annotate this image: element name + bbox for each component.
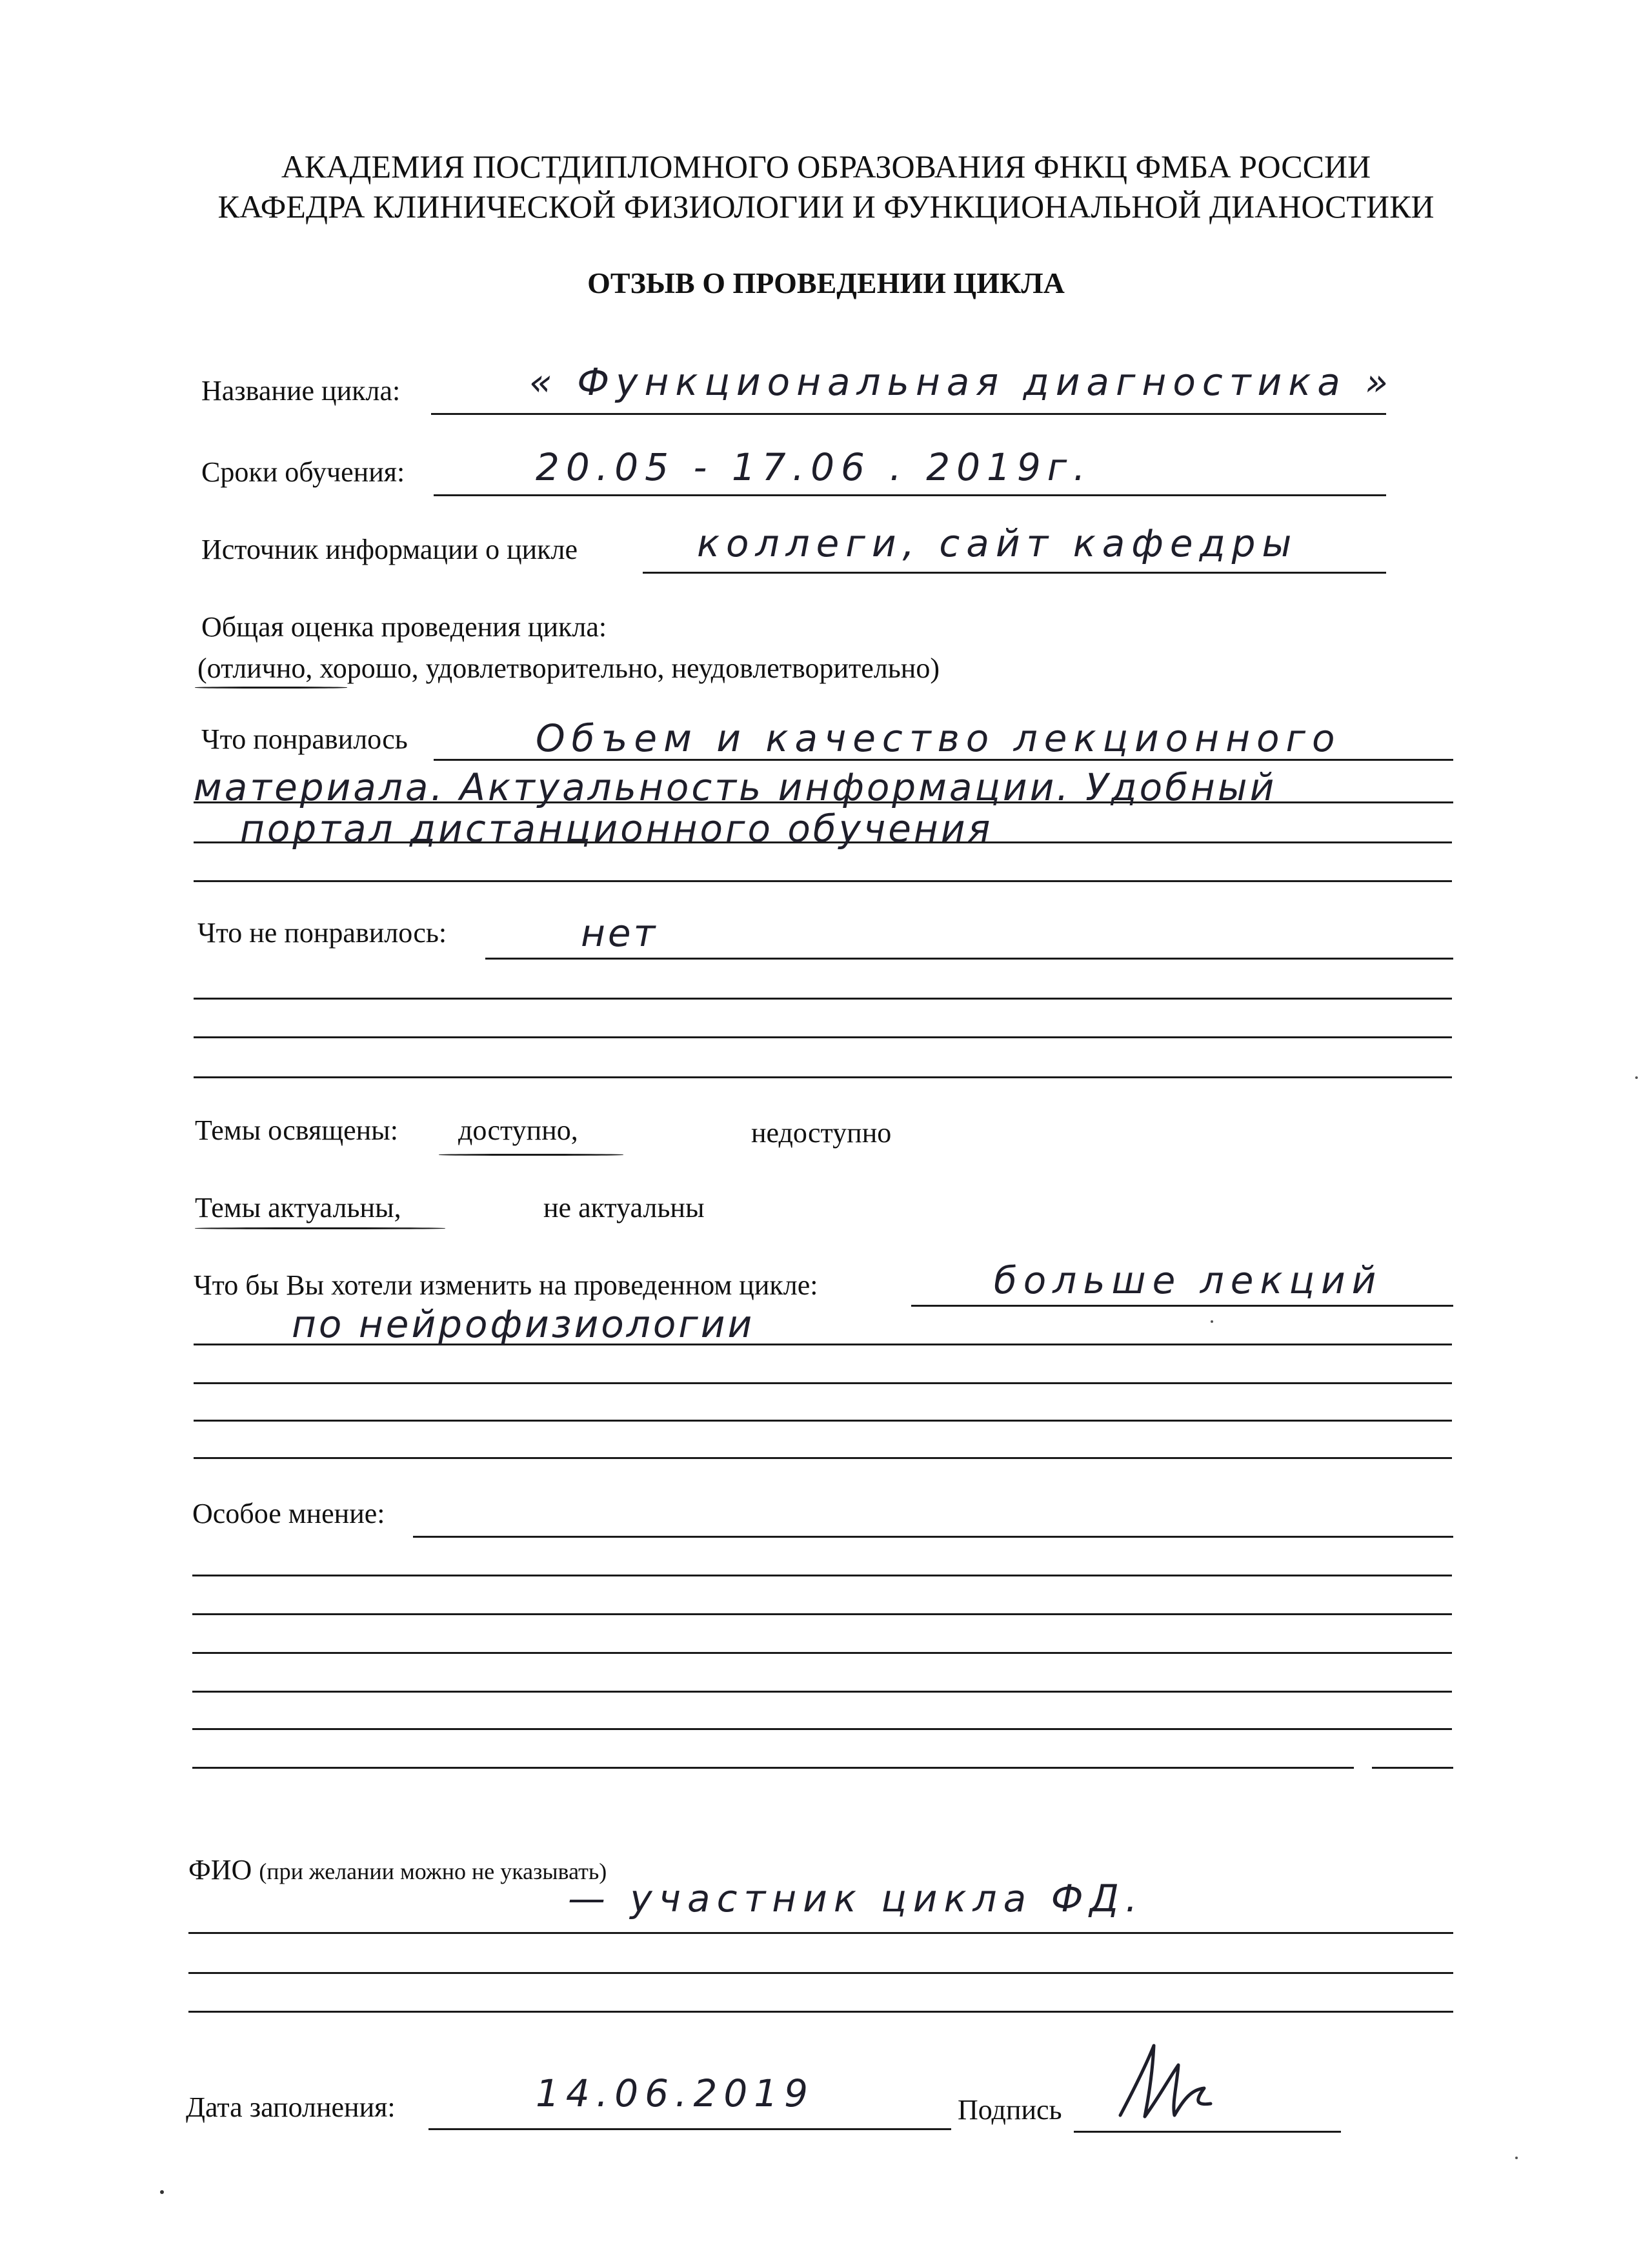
fill-date-label: Дата заполнения: (186, 2091, 396, 2123)
topics-clarity-option-inaccessible[interactable]: недоступно (751, 1117, 892, 1149)
change-text-1[interactable]: больше лекций (994, 1258, 1383, 1302)
fill-date-line (428, 2128, 951, 2130)
signature-line (1074, 2131, 1341, 2133)
dates-label: Сроки обучения: (201, 456, 405, 488)
fio-text-1[interactable]: — участник цикла ФД. (568, 1877, 1144, 1920)
department-name: КАФЕДРА КЛИНИЧЕСКОЙ ФИЗИОЛОГИИ И ФУНКЦИОНАЛЬНОЙ ДИАНОСТИКИ (217, 188, 1435, 225)
topics-clarity-label: Темы освящены: (195, 1114, 398, 1146)
liked-text-2[interactable]: материала. Актуальность информации. Удобный (194, 765, 1277, 809)
change-line-1 (911, 1305, 1453, 1307)
opinion-line-7b (1372, 1767, 1453, 1769)
disliked-label: Что не понравилось: (197, 917, 447, 949)
opinion-line-1 (413, 1536, 1453, 1538)
rating-selected-underline (195, 687, 347, 689)
fill-date-value[interactable]: 14.06.2019 (536, 2071, 815, 2115)
fio-line-3 (188, 2011, 1453, 2013)
disliked-line-2 (194, 998, 1452, 1000)
topics-relevance-selected-underline (195, 1227, 445, 1229)
opinion-line-6 (192, 1728, 1452, 1730)
fio-label: ФИО (при желании можно не указывать) (188, 1854, 607, 1886)
info-source-label: Источник информации о цикле (201, 534, 578, 565)
opinion-line-5 (192, 1691, 1452, 1693)
change-text-2[interactable]: по нейрофизиологии (292, 1302, 755, 1346)
topics-relevance-option-not-relevant[interactable]: не актуальны (543, 1192, 705, 1223)
dates-value[interactable]: 20.05 - 17.06 . 2019г. (536, 445, 1092, 489)
scan-speck (1635, 1076, 1638, 1079)
handwritten-signature (1107, 2039, 1224, 2129)
topics-clarity-selected-underline (439, 1154, 623, 1156)
cycle-name-line (431, 413, 1386, 415)
change-label: Что бы Вы хотели изменить на проведенном цикле: (194, 1269, 818, 1301)
disliked-line-1 (485, 958, 1453, 960)
fio-line-1 (188, 1932, 1453, 1934)
topics-relevance-option-relevant[interactable]: Темы актуальны, (195, 1192, 401, 1223)
liked-label: Что понравилось (201, 723, 408, 755)
change-line-4 (194, 1420, 1452, 1422)
info-source-line (643, 572, 1386, 574)
academy-name: АКАДЕМИЯ ПОСТДИПЛОМНОГО ОБРАЗОВАНИЯ ФНКЦ ФМБА РОССИИ (281, 148, 1371, 185)
fio-line-2 (188, 1972, 1453, 1974)
opinion-line-7a (192, 1767, 1354, 1769)
opinion-line-4 (192, 1652, 1452, 1654)
scan-speck (1515, 2157, 1518, 2159)
disliked-line-4 (194, 1076, 1452, 1078)
change-line-5 (194, 1457, 1452, 1459)
liked-line-4 (194, 880, 1452, 882)
liked-text-3[interactable]: портал дистанционного обучения (240, 807, 993, 851)
disliked-text-1[interactable]: нет (581, 911, 658, 955)
fio-note: (при желании можно не указывать) (259, 1858, 607, 1884)
change-line-3 (194, 1382, 1452, 1384)
rating-selected-option[interactable]: отлично, (206, 652, 313, 684)
cycle-name-value[interactable]: « Функциональная диагностика » (529, 360, 1395, 404)
topics-clarity-option-accessible[interactable]: доступно, (458, 1114, 578, 1146)
disliked-line-3 (194, 1036, 1452, 1038)
info-source-value[interactable]: коллеги, сайт кафедры (697, 521, 1298, 565)
rating-label: Общая оценка проведения цикла: (201, 611, 607, 643)
cycle-name-label: Название цикла: (201, 375, 401, 407)
scan-speck (1211, 1320, 1213, 1323)
opinion-label: Особое мнение: (192, 1498, 385, 1529)
dates-line (434, 494, 1386, 496)
signature-label: Подпись (958, 2094, 1062, 2126)
opinion-line-3 (192, 1613, 1452, 1615)
scan-speck (160, 2190, 164, 2194)
rating-options: (отлично, хорошо, удовлетворительно, неудовлетворительно) (197, 652, 940, 684)
form-title: ОТЗЫВ О ПРОВЕДЕНИИ ЦИКЛА (587, 267, 1065, 299)
liked-text-1[interactable]: Объем и качество лекционного (536, 716, 1342, 760)
opinion-line-2 (192, 1575, 1452, 1576)
